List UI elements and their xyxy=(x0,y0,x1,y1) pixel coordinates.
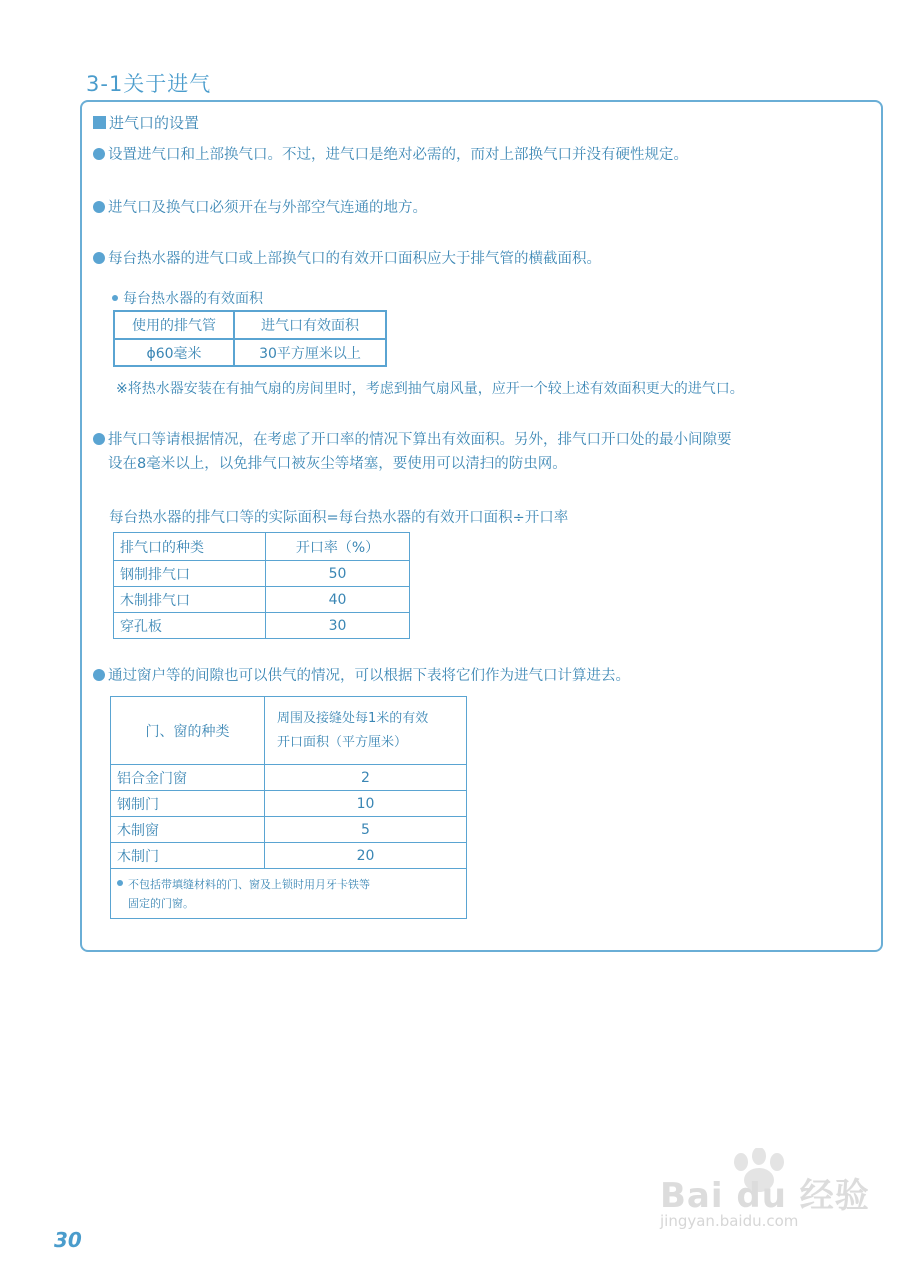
table-row xyxy=(111,869,467,919)
bullet-3: 每台热水器的进气口或上部换气口的有效开口面积应大于排气管的横截面积。 xyxy=(93,247,601,271)
table-note: 不包括带填缝材料的门、窗及上锁时用月牙卡铁等 固定的门窗。 xyxy=(111,869,467,919)
opening-ratio-table xyxy=(113,532,410,639)
square-bullet-icon xyxy=(93,116,106,129)
table1-caption: 每台热水器的有效面积 xyxy=(112,288,263,308)
small-dot-icon xyxy=(117,880,123,886)
bullet-4: 排气口等请根据情况，在考虑了开口率的情况下算出有效面积。另外，排气口开口处的最小间隙要 设在8毫米以上，以免排气口被灰尘等堵塞，要使用可以清扫的防虫网。 xyxy=(93,428,732,476)
effective-area-table xyxy=(113,310,387,367)
small-dot-icon xyxy=(112,295,118,301)
note-1: ※将热水器安装在有抽气扇的房间里时，考虑到抽气扇风量，应开一个较上述有效面积更大的进气口。 xyxy=(116,381,744,397)
section-title: 3-1关于进气 xyxy=(86,72,212,96)
bullet-dot-icon xyxy=(93,433,105,445)
bullet-dot-icon xyxy=(93,148,105,160)
table-row: 穿孔板 30 xyxy=(114,613,410,639)
table-row: 木制门 20 xyxy=(111,843,467,869)
bullet-5: 通过窗户等的间隙也可以供气的情况，可以根据下表将它们作为进气口计算进去。 xyxy=(93,664,630,688)
table-row: 钢制排气口 50 xyxy=(114,561,410,587)
page-number: 30 xyxy=(54,1228,82,1252)
table-row: 木制窗 5 xyxy=(111,817,467,843)
table-row: 门、窗的种类 周围及接缝处每1米的有效 开口面积（平方厘米） xyxy=(111,697,467,765)
table-row: ϕ60毫米 30平方厘米以上 xyxy=(114,339,386,366)
watermark-brand: Bai du 经验 xyxy=(660,1176,870,1216)
bullet-dot-icon xyxy=(93,669,105,681)
table-row: 木制排气口 40 xyxy=(114,587,410,613)
table-row: 排气口的种类 开口率（%） xyxy=(114,533,410,561)
sub-heading xyxy=(93,112,199,133)
table-row: 铝合金门窗 2 xyxy=(111,765,467,791)
bullet-dot-icon xyxy=(93,252,105,264)
bullet-2: 进气口及换气口必须开在与外部空气连通的地方。 xyxy=(93,196,427,220)
door-window-table xyxy=(110,696,467,919)
bullet-1: 设置进气口和上部换气口。不过，进气口是绝对必需的，而对上部换气口并没有硬性规定。 xyxy=(93,143,688,167)
table-row: 使用的排气管 进气口有效面积 xyxy=(114,311,386,339)
formula: 每台热水器的排气口等的实际面积=每台热水器的有效开口面积÷开口率 xyxy=(109,510,569,526)
bullet-dot-icon xyxy=(93,201,105,213)
sub-heading-text: 进气口的设置 xyxy=(109,114,200,132)
watermark-url: jingyan.baidu.com xyxy=(660,1212,799,1230)
table-row: 钢制门 10 xyxy=(111,791,467,817)
